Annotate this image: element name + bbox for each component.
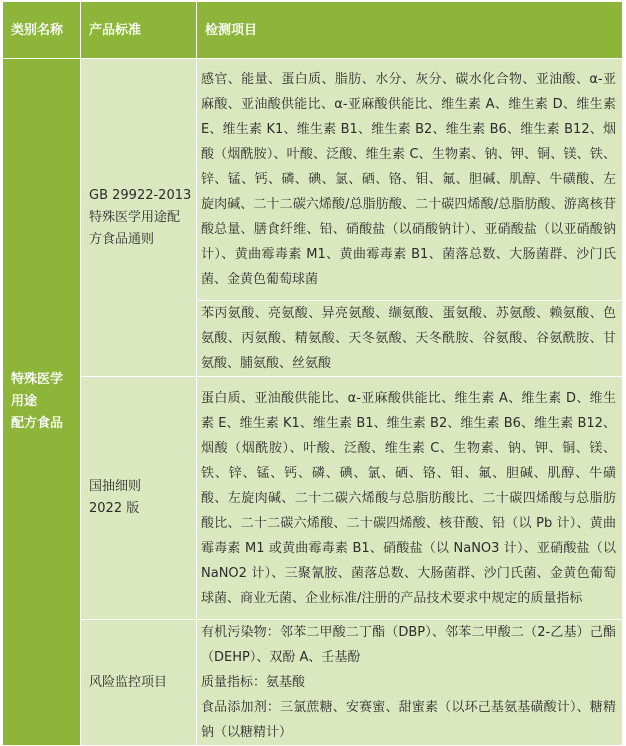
header-items: 检测项目 [197, 2, 623, 59]
items-risk-line-1: 有机污染物：邻苯二甲酸二丁酯（DBP）、邻苯二甲酸二（2-乙基）己酯（DEHP）、双酚 A、壬基酚 [201, 625, 616, 665]
standard-cell-national [81, 377, 197, 620]
category-line-1: 特殊医学 [11, 372, 64, 387]
category-cell [3, 59, 81, 746]
items-cell-national [197, 377, 623, 620]
standard-gb-line-1: GB 29922-2013 [89, 187, 192, 203]
inspection-table [2, 1, 623, 746]
standard-national-line-2: 2022 版 [89, 501, 140, 516]
items-risk-line-3: 食品添加剂：三氯蔗糖、安赛蜜、甜蜜素（以环己基氨基磺酸计）、糖精钠（以糖精计） [201, 700, 616, 740]
header-standard: 产品标准 [81, 2, 197, 59]
items-risk-line-2: 质量指标：氨基酸 [201, 675, 306, 690]
items-national-text: 蛋白质、亚油酸供能比、α-亚麻酸供能比、维生素 A、维生素 D、维生素 E、维生素 K1、维生素 B1、维生素 B2、维生素 B6、维生素 B12、烟酸（烟酰胺）、叶酸、泛酸、维生素 C、生物素、钠、钾、铜、镁、铁、锌、锰、钙、磷、碘、氯、硒、铬、钼、氟、胆碱、肌醇、牛磺酸、左旋肉碱、二十二碳六烯酸与总脂肪酸比、二十碳四烯酸与总脂肪酸比、二十二碳六烯酸、二十碳四烯酸、核苷酸、铅（以 Pb 计）、黄曲霉毒素 M1 或黄曲霉毒素 B1、硝酸盐（以 NaNO3 计）、亚硝酸盐（以 NaNO2 计）、三聚氰胺、菌落总数、大肠菌群、沙门氏菌、金黄色葡萄球菌、商业无菌、企业标准/注册的产品技术要求中规定的质量指标 [201, 390, 616, 606]
header-row [3, 2, 623, 59]
standard-gb-line-2: 特殊医学用途配 [89, 209, 181, 225]
items-gb-amino-text: 苯丙氨酸、亮氨酸、异亮氨酸、缬氨酸、蛋氨酸、苏氨酸、赖氨酸、色氨酸、丙氨酸、精氨酸、天冬氨酸、天冬酰胺、谷氨酸、谷氨酰胺、甘氨酸、脯氨酸、丝氨酸 [201, 306, 616, 371]
items-gb-main-text: 感官、能量、蛋白质、脂肪、水分、灰分、碳水化合物、亚油酸、α-亚麻酸、亚油酸供能比、α-亚麻酸供能比、维生素 A、维生素 D、维生素 E、维生素 K1、维生素 B1、维生素 B2、维生素 B6、维生素 B12、烟酸（烟酰胺）、叶酸、泛酸、维生素 C、生物素、钠、钾、铜、镁、铁、锌、锰、钙、磷、碘、氯、硒、铬、钼、氟、胆碱、肌醇、牛磺酸、左旋肉碱、二十二碳六烯酸/总脂肪酸、二十碳四烯酸/总脂肪酸、游离核苷酸总量、膳食纤维、铅、硝酸盐（以硝酸钠计）、亚硝酸盐（以亚硝酸钠计）、黄曲霉毒素 M1、黄曲霉毒素 B1、菌落总数、大肠菌群、沙门氏菌、金黄色葡萄球菌 [201, 72, 616, 287]
items-cell-gb-main [197, 59, 623, 301]
standard-risk-line-1: 风险监控项目 [89, 674, 168, 690]
items-cell-risk [197, 620, 623, 746]
standard-gb-line-3: 方食品通则 [89, 231, 155, 247]
category-line-3: 配方食品 [11, 416, 64, 431]
standard-cell-risk [81, 620, 197, 746]
table-row [3, 59, 623, 301]
standard-cell-gb [81, 59, 197, 377]
category-line-2: 用途 [11, 394, 38, 409]
header-category: 类别名称 [3, 2, 81, 59]
table-row [3, 377, 623, 620]
standard-national-line-1: 国抽细则 [89, 479, 142, 494]
items-cell-gb-amino [197, 301, 623, 377]
table-row [3, 620, 623, 746]
